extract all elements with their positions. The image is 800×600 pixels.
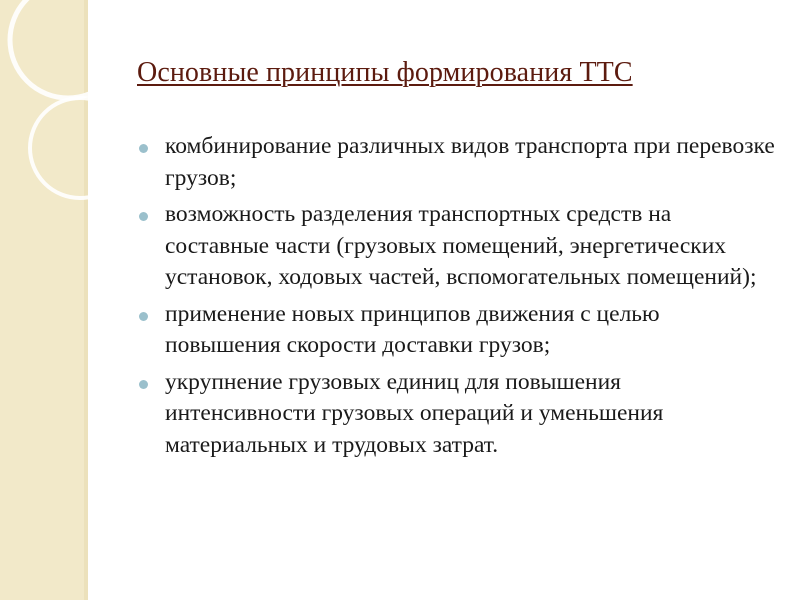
bullet-text: применение новых принципов движения с целью повышения скорости доставки грузов; — [165, 300, 660, 358]
bullet-text: возможность разделения транспортных средств на составные части (грузовых помещений, энергетических установок, ходовых частей, вспомогательных помещений); — [165, 201, 757, 290]
bullet-icon — [139, 312, 148, 321]
bullet-item — [165, 131, 775, 194]
slide-title: Основные принципы формирования ТТС — [137, 57, 633, 88]
decorative-ring-middle — [30, 98, 88, 198]
bullet-text: комбинирование различных видов транспорта при перевозке грузов; — [165, 133, 775, 191]
decorative-ring-top — [10, 0, 88, 98]
bullet-item — [165, 199, 775, 294]
bullet-text: укрупнение грузовых единиц для повышения интенсивности грузовых операций и уменьшения материальных и трудовых затрат. — [165, 368, 664, 458]
bullet-icon — [139, 144, 148, 153]
bullet-list — [165, 131, 775, 466]
bullet-icon — [139, 380, 148, 389]
bullet-icon — [139, 212, 148, 221]
bullet-item — [165, 367, 775, 462]
bullet-item — [165, 299, 775, 362]
decorative-circles — [0, 0, 88, 600]
decorative-side-panel — [0, 0, 88, 600]
